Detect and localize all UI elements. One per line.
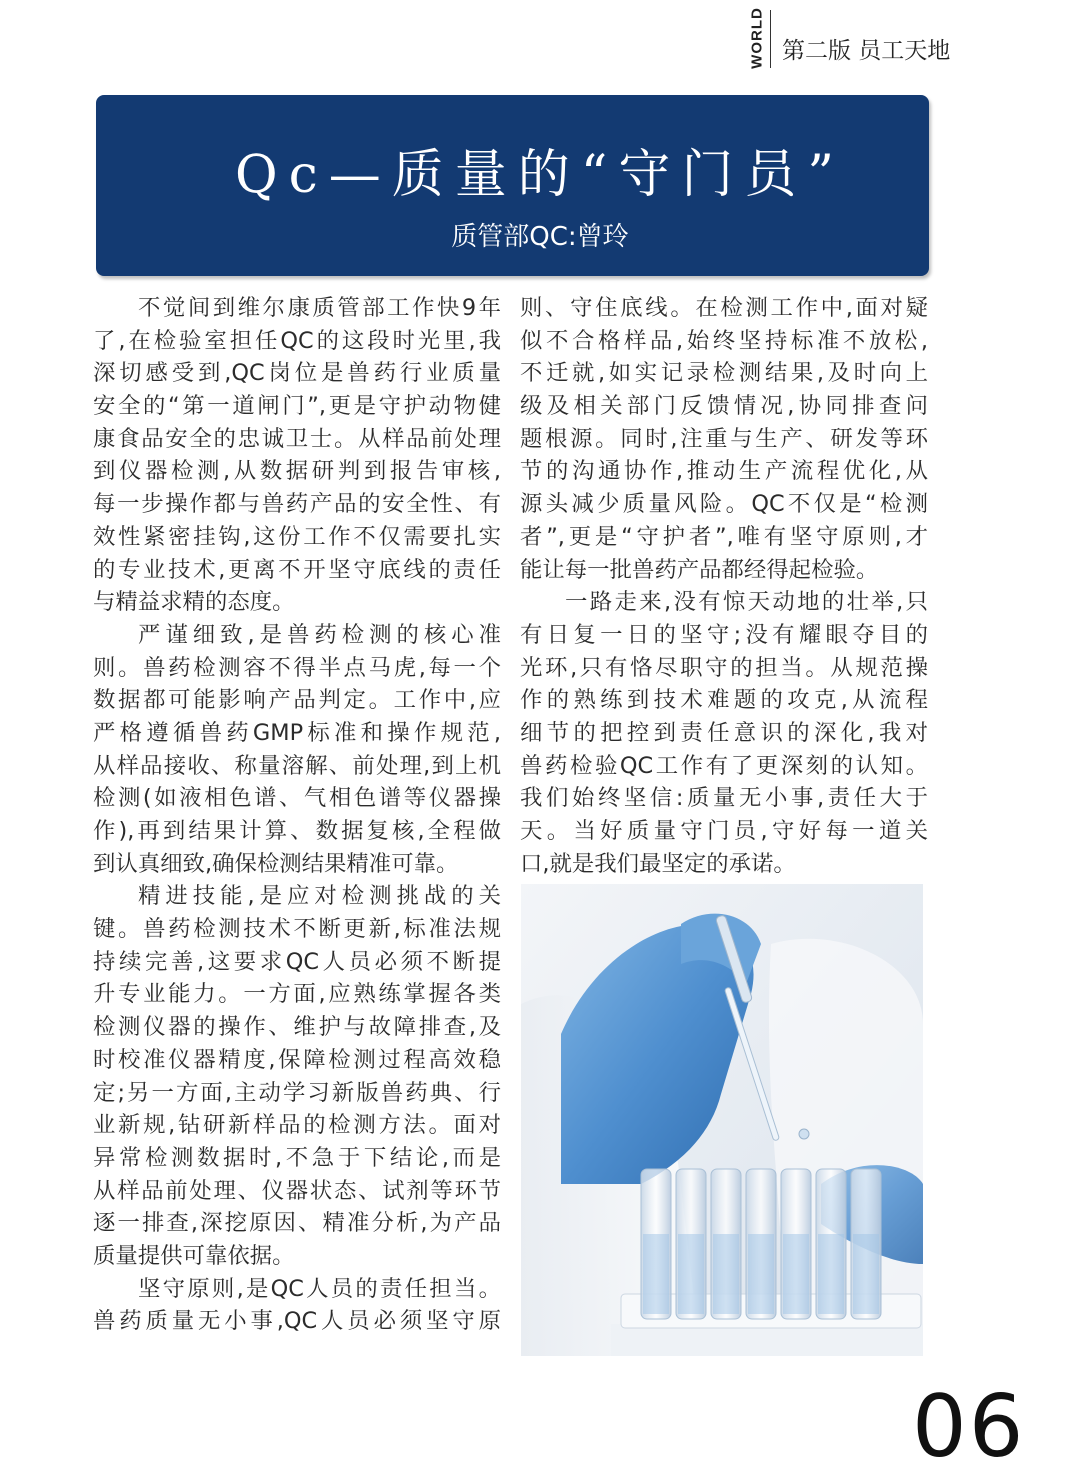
text-line: 时校准仪器精度,保障检测过程高效稳 [93,1046,501,1073]
text-line: 键。兽药检测技术不断更新,标准法规 [93,916,501,943]
text-line: 升专业能力。一方面,应熟练掌握各类 [93,981,501,1008]
left-text-column [93,292,501,1338]
text-line: 了,在检验室担任QC的这段时光里,我 [93,327,501,354]
text-line: 兽药质量无小事,QC人员必须坚守原 [93,1308,501,1335]
text-line: 者”,更是“守护者”,唯有坚守原则,才 [520,523,928,550]
text-line: 光环,只有恪尽职守的担当。从规范操 [520,654,928,681]
text-line: 兽药检验QC工作有了更深刻的认知。 [520,752,928,779]
text-line: 不觉间到维尔康质管部工作快9年 [138,295,501,321]
text-line: 作),再到结果计算、数据复核,全程做 [93,818,501,844]
lab-photo-illustration [521,884,923,1356]
right-text-column [520,292,928,880]
text-line: 业新规,钻研新样品的检测方法。面对 [93,1112,501,1139]
text-line: 则、守住底线。在检测工作中,面对疑 [520,295,928,321]
text-line: 持续完善,这要求QC人员必须不断提 [93,948,501,975]
text-line: 从样品接收、称量溶解、前处理,到上机 [93,752,501,779]
article-author: 质管部QC:曾玲 [451,222,629,252]
text-line: 到认真细致,确保检测结果精准可靠。 [93,850,459,877]
text-line: 一路走来,没有惊天动地的壮举,只 [565,589,928,616]
text-line: 级及相关部门反馈情况,协同排查问 [520,393,928,420]
text-line: 数据都可能影响产品判定。工作中,应 [93,687,501,714]
article-title: Qc—质量的“守门员” [235,145,845,205]
text-line: 能让每一批兽药产品都经得起检验。 [520,556,879,583]
text-line: 与精益求精的态度。 [93,589,295,616]
text-line: 题根源。同时,注重与生产、研发等环 [520,425,928,452]
header-divider [770,10,771,68]
text-line: 口,就是我们最坚定的承诺。 [520,850,796,877]
world-label: WORLD [748,7,766,69]
text-line: 效性紧密挂钩,这份工作不仅需要扎实 [93,523,501,550]
text-line: 定;另一方面,主动学习新版兽药典、行 [93,1079,501,1106]
text-line: 源头减少质量风险。QC不仅是“检测 [520,491,928,518]
text-line: 检测仪器的操作、维护与故障排查,及 [93,1014,501,1041]
text-line: 细节的把控到责任意识的深化,我对 [520,719,928,746]
text-line: 逐一排查,深挖原因、精准分析,为产品 [93,1210,501,1237]
section-title: 第二版 员工天地 [782,38,951,64]
text-line: 不迁就,如实记录检测结果,及时向上 [520,360,928,387]
text-line: 的专业技术,更离不开坚守底线的责任 [93,556,501,583]
text-line: 安全的“第一道闸门”,更是守护动物健 [93,393,501,420]
text-line: 精进技能,是应对检测挑战的关 [138,883,501,910]
text-line: 康食品安全的忠诚卫士。从样品前处理 [93,425,501,452]
text-line: 质量提供可靠依据。 [93,1242,295,1269]
text-line: 似不合格样品,始终坚持标准不放松, [520,327,928,354]
text-line: 每一步操作都与兽药产品的安全性、有 [93,491,501,518]
text-line: 我们始终坚信:质量无小事,责任大于 [520,785,928,812]
text-line: 异常检测数据时,不急于下结论,而是 [93,1144,501,1171]
text-line: 作的熟练到技术难题的攻克,从流程 [520,687,928,714]
text-line: 则。兽药检测容不得半点马虎,每一个 [93,654,501,681]
text-line: 到仪器检测,从数据研判到报告审核, [93,458,501,485]
text-line: 节的沟通协作,推动生产流程优化,从 [520,458,928,485]
text-line: 从样品前处理、仪器状态、试剂等环节 [93,1177,501,1204]
text-line: 检测(如液相色谱、气相色谱等仪器操 [93,785,501,812]
text-line: 天。当好质量守门员,守好每一道关 [520,818,928,844]
text-line: 有日复一日的坚守;没有耀眼夺目的 [520,621,928,648]
text-line: 严谨细致,是兽药检测的核心准 [138,621,501,648]
text-line: 深切感受到,QC岗位是兽药行业质量 [93,360,501,387]
text-line: 严格遵循兽药GMP标准和操作规范, [93,719,501,746]
page-number: 06 [912,1377,1026,1477]
lab-pipette-photo [521,884,923,1356]
text-line: 坚守原则,是QC人员的责任担当。 [138,1275,501,1302]
